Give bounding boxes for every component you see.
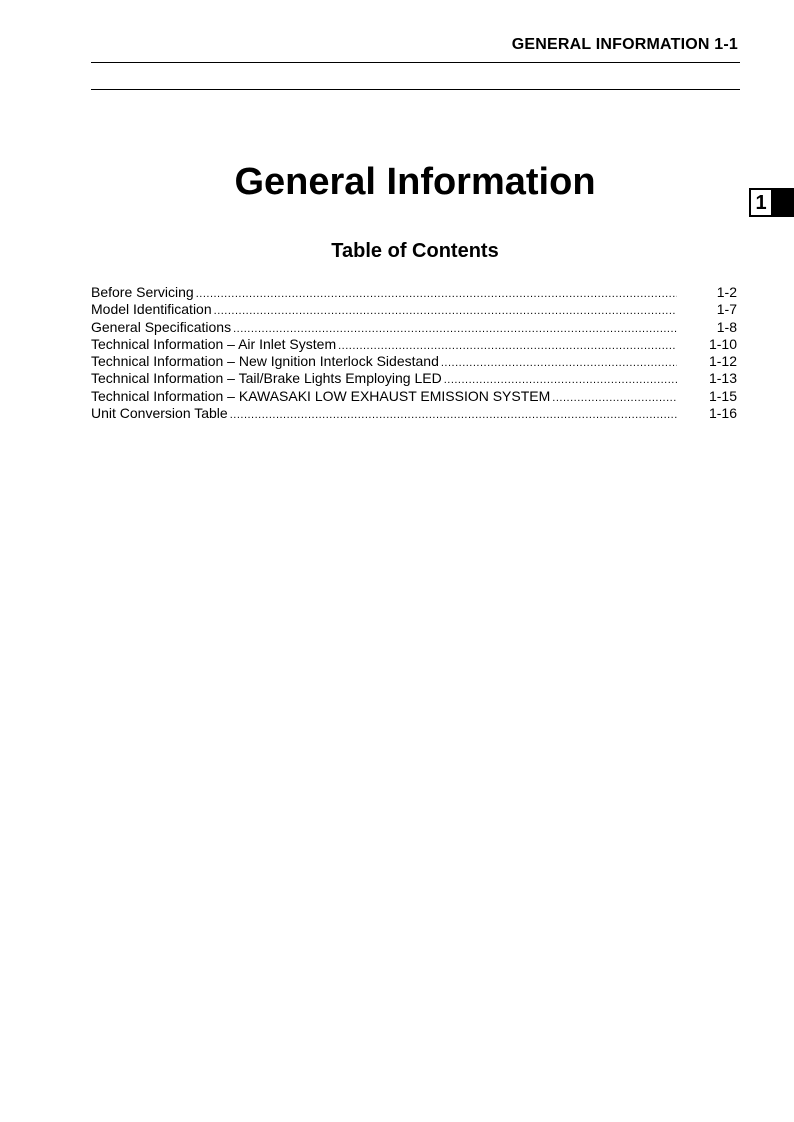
toc-dot-leader [214, 303, 677, 320]
toc-entry[interactable] [91, 370, 737, 387]
running-header: GENERAL INFORMATION 1-1 [511, 36, 738, 53]
toc-entry[interactable] [91, 284, 737, 301]
toc-dot-leader [441, 355, 677, 372]
toc-entry-title: Technical Information – Air Inlet System [91, 335, 337, 352]
toc-entry[interactable] [91, 319, 737, 336]
toc-entry-page: 1-16 [708, 405, 737, 422]
toc-entry-page: 1-12 [708, 353, 737, 370]
page-title: General Information [234, 161, 596, 203]
toc-dot-leader [552, 390, 677, 407]
toc-entry-page: 1-8 [716, 318, 737, 335]
toc-entry[interactable] [91, 388, 737, 405]
toc-entry-title: Technical Information – KAWASAKI LOW EXHAUST EMISSION SYSTEM [91, 387, 551, 404]
toc-dot-leader [230, 407, 677, 424]
toc-entry-title: Technical Information – Tail/Brake Lights Employing LED [91, 370, 442, 387]
toc-dot-leader [196, 286, 677, 303]
toc-entry-title: General Specifications [91, 318, 232, 335]
toc-heading: Table of Contents [331, 240, 499, 262]
toc-entry[interactable] [91, 301, 737, 318]
toc-entry-page: 1-2 [716, 284, 737, 300]
toc-entry-page: 1-15 [708, 387, 737, 404]
header-rule-top [91, 62, 740, 63]
chapter-tab [749, 188, 794, 217]
table-of-contents [91, 284, 737, 422]
toc-entry-page: 1-7 [716, 301, 737, 318]
toc-entry-page: 1-10 [708, 335, 737, 352]
toc-entry-title: Technical Information – New Ignition Interlock Sidestand [91, 353, 439, 370]
toc-entry-title: Unit Conversion Table [91, 405, 228, 422]
toc-entry[interactable] [91, 353, 737, 370]
toc-entry[interactable] [91, 336, 737, 353]
toc-entry-title: Model Identification [91, 301, 212, 318]
chapter-number: 1 [751, 190, 771, 215]
toc-entry-title: Before Servicing [91, 284, 194, 300]
toc-entry[interactable] [91, 405, 737, 422]
header-rule-bottom [91, 89, 740, 90]
toc-entry-page: 1-13 [708, 370, 737, 387]
